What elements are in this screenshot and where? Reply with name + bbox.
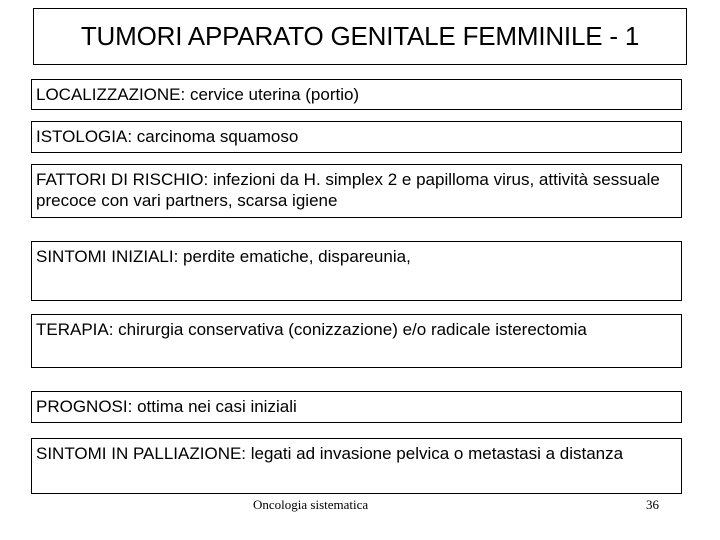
fattori-rischio-box <box>31 164 682 218</box>
footer-label: Oncologia sistematica <box>253 497 369 512</box>
sintomi-iniziali-text: SINTOMI INIZIALI: perdite ematiche, dispareunia, <box>36 247 411 266</box>
slide-title: TUMORI APPARATO GENITALE FEMMINILE - 1 <box>80 21 640 51</box>
sintomi-iniziali-box <box>31 241 682 301</box>
localizzazione-box <box>31 79 682 110</box>
localizzazione-text: LOCALIZZAZIONE: cervice uterina (portio) <box>36 85 360 104</box>
prognosi-text: PROGNOSI: ottima nei casi iniziali <box>36 397 297 416</box>
sintomi-palliazione-box <box>31 438 682 494</box>
fattori-rischio-text: FATTORI DI RISCHIO: infezioni da H. simplex 2 e papilloma virus, attività sessuale precoce con vari partners, scarsa igiene <box>36 170 660 210</box>
sintomi-palliazione-text: SINTOMI IN PALLIAZIONE: legati ad invasione pelvica o metastasi a distanza <box>36 444 624 463</box>
prognosi-box <box>31 391 682 423</box>
slide-title-box <box>33 8 687 65</box>
istologia-text: ISTOLOGIA: carcinoma squamoso <box>36 127 299 146</box>
terapia-box <box>31 314 682 368</box>
istologia-box <box>31 121 682 153</box>
terapia-text: TERAPIA: chirurgia conservativa (conizzazione) e/o radicale isterectomia <box>36 320 587 339</box>
page-number: 36 <box>646 497 659 512</box>
